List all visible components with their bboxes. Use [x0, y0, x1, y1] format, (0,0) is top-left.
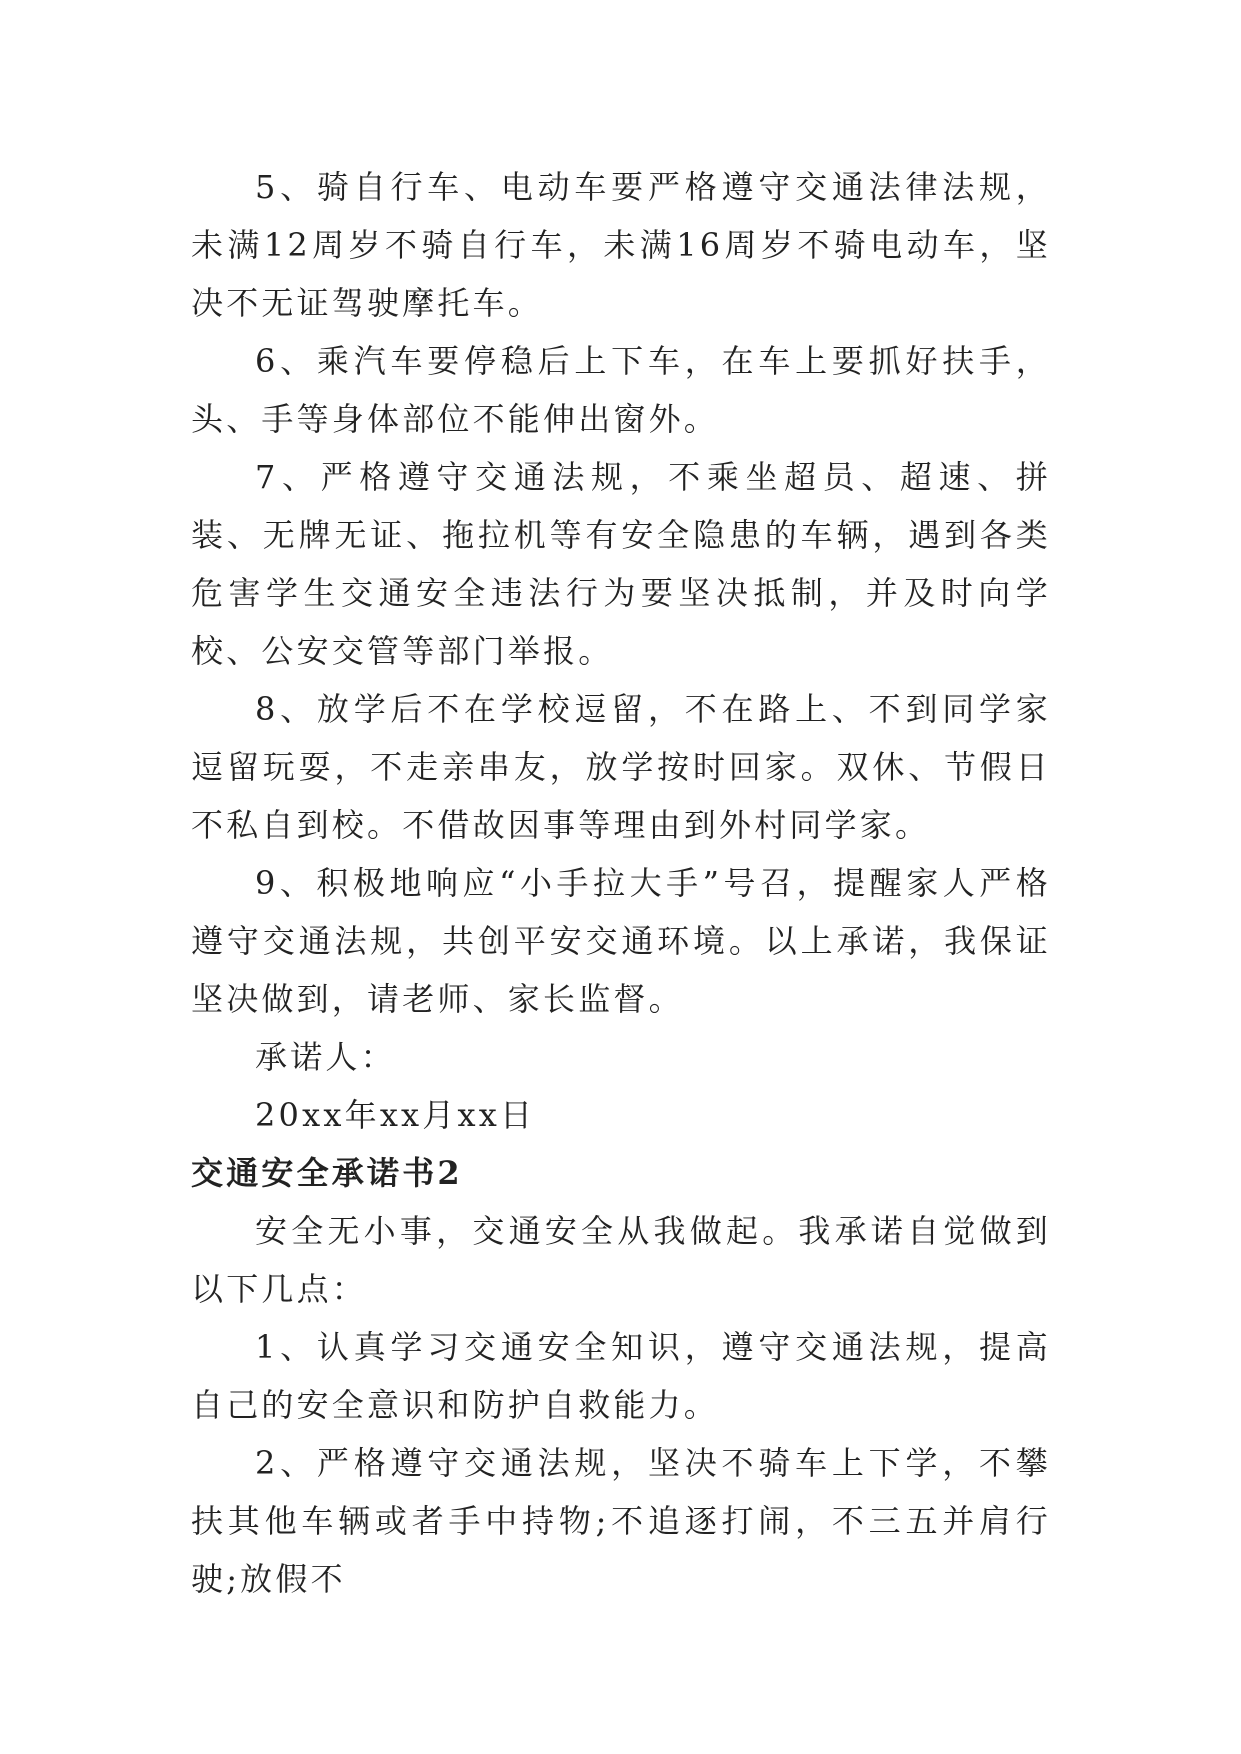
document-page: [191, 158, 1051, 1608]
paragraph-item-6: 6、乘汽车要停稳后上下车，在车上要抓好扶手，头、手等身体部位不能伸出窗外。: [191, 342, 1051, 438]
paragraph-item-5: 5、骑自行车、电动车要严格遵守交通法律法规，未满12周岁不骑自行车，未满16周岁不骑电动车，坚决不无证驾驶摩托车。: [191, 168, 1051, 322]
date-line: 20xx年xx月xx日: [255, 1096, 536, 1134]
paragraph-item-1: 1、认真学习交通安全知识，遵守交通法规，提高自己的安全意识和防护自救能力。: [191, 1328, 1051, 1424]
section-title: 交通安全承诺书2: [191, 1154, 463, 1192]
intro-paragraph: 安全无小事，交通安全从我做起。我承诺自觉做到以下几点：: [191, 1212, 1051, 1308]
paragraph-item-8: 8、放学后不在学校逗留，不在路上、不到同学家逗留玩耍，不走亲串友，放学按时回家。双休、节假日不私自到校。不借故因事等理由到外村同学家。: [191, 690, 1051, 844]
paragraph-item-7: 7、严格遵守交通法规，不乘坐超员、超速、拼装、无牌无证、拖拉机等有安全隐患的车辆，遇到各类危害学生交通安全违法行为要坚决抵制，并及时向学校、公安交管等部门举报。: [191, 458, 1051, 670]
signatory-label: 承诺人：: [255, 1038, 396, 1076]
paragraph-item-9: 9、积极地响应“小手拉大手”号召，提醒家人严格遵守交通法规，共创平安交通环境。以上承诺，我保证坚决做到，请老师、家长监督。: [191, 864, 1051, 1018]
paragraph-item-2: 2、严格遵守交通法规，坚决不骑车上下学，不攀扶其他车辆或者手中持物;不追逐打闹，不三五并肩行驶;放假不: [191, 1444, 1051, 1598]
